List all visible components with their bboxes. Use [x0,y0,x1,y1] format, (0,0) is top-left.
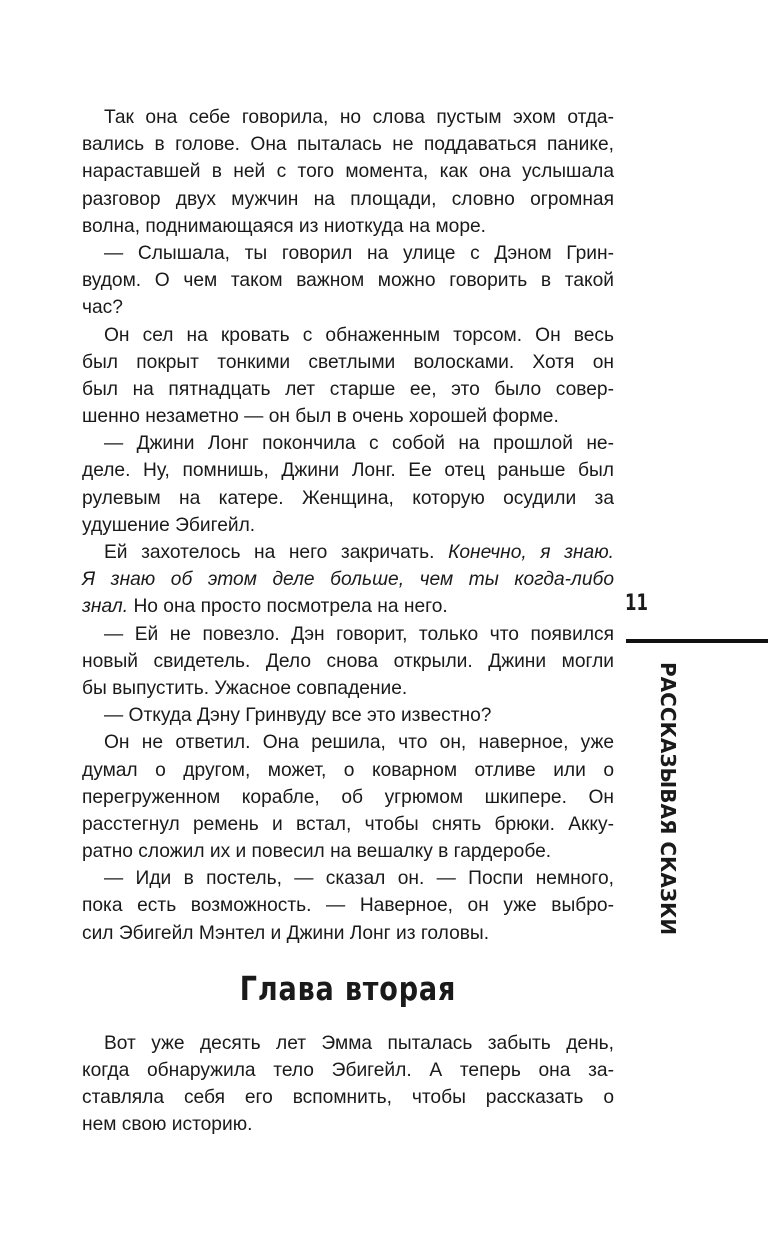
text-line: удушение Эбигейл. [82,514,256,536]
text-line: ратно сложил их и повесил на вешалку в гардеробе. [82,841,552,863]
text-line: был покрыт тонкими светлыми волосками. Хотя он [82,351,614,373]
text-line: — Иди в постель, — сказал он. — Поспи немного, [104,868,614,890]
text-line: бы выпустить. Ужасное совпадение. [82,677,408,699]
text-line: волна, поднимающаяся из ниоткуда на море. [82,215,487,237]
text-line: расстегнул ремень и встал, чтобы снять брюки. Акку- [82,813,614,835]
text-line: нем свою историю. [82,1114,253,1136]
text-line: Он сел на кровать с обнаженным торсом. Он весь [104,324,614,346]
text-line: ставляла себя его вспомнить, чтобы рассказать о [82,1087,614,1109]
italic-segment: Конечно, я знаю. [448,542,614,563]
text-line: Так она себе говорила, но слова пустым эхом отда- [104,107,614,128]
text-line: — Откуда Дэну Гринвуду все это известно? [104,705,492,727]
text-segment: Но она просто посмотрела на него. [133,596,448,618]
text-line: — Ей не повезло. Дэн говорит, только что появился [104,623,614,645]
text-line: — Джини Лонг покончила с собой на прошлой не- [104,433,614,455]
text-line: рулевым на катере. Женщина, которую осудили за [82,487,614,509]
text-line: пока есть возможность. — Наверное, он уже выбро- [82,895,614,917]
text-segment: Ей захотелось на него закричать. [104,542,435,563]
chapter-title: Глава вторая [239,968,457,1008]
side-rule [626,639,768,643]
text-line: — Слышала, ты говорил на улице с Дэном Грин- [104,242,614,264]
text-line: деле. Ну, помнишь, Джини Лонг. Ее отец раньше был [82,460,614,482]
text-line: перегруженном корабле, об угрюмом шкипере. Он [82,786,614,808]
text-line: новый свидетель. Дело снова открыли. Джини могли [82,650,614,672]
text-line: был на пятнадцать лет старше ее, это было совер- [82,378,614,400]
italic-segment: знал. [82,596,129,618]
text-line: Он не ответил. Она решила, что он, наверное, уже [104,732,614,754]
text-line: шенно незаметно — он был в очень хорошей форме. [82,406,559,428]
text-line: разговор двух мужчин на площади, словно огромная [82,188,614,210]
page-body [82,104,614,1139]
text-line: Вот уже десять лет Эмма пыталась забыть день, [104,1032,614,1054]
text-line: когда обнаружила тело Эбигейл. А теперь она за- [82,1060,614,1081]
text-line: Я знаю об этом деле больше, чем ты когда-либо [82,569,614,591]
running-head: РАССКАЗЫВАЯ СКАЗКИ [656,662,680,936]
text-line: думал о другом, может, о коварном отливе или о [82,759,614,781]
text-line [82,539,614,566]
page-number: 11 [625,591,648,616]
text-line: сил Эбигейл Мэнтел и Джини Лонг из головы. [82,922,490,944]
text-line: вудом. О чем таком важном можно говорить в такой [82,270,614,292]
text-line [82,593,614,620]
text-line: час? [82,297,123,319]
text-line: нараставшей в ней с того момента, как она услышала [82,161,614,183]
text-line: вались в голове. Она пыталась не поддаваться панике, [82,134,614,156]
